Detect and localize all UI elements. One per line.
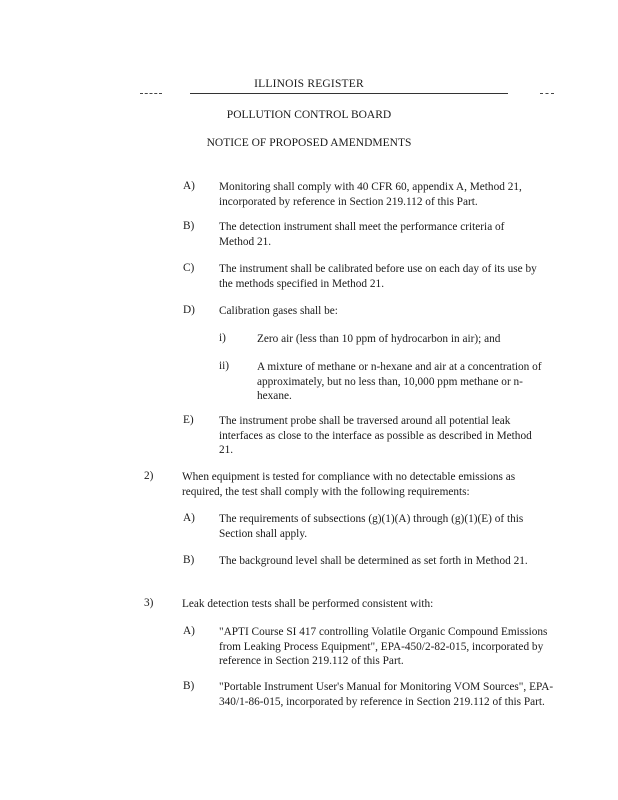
item-label: A) (183, 625, 195, 637)
item-label: B) (183, 680, 195, 692)
subitem-label: i) (219, 332, 226, 344)
register-title: ILLINOIS REGISTER (254, 78, 364, 90)
item-text: Monitoring shall comply with 40 CFR 60, appendix A, Method 21, incorporated by reference in Section 219.112 of this Part. (219, 181, 522, 208)
section-label: 2) (144, 470, 154, 482)
subitem-text: A mixture of methane or n-hexane and air at a concentration of approximately, but no less than, 10,000 ppm methane or n-hexane. (257, 361, 542, 402)
item-label: B) (183, 554, 195, 566)
item-text: The detection instrument shall meet the performance criteria of Method 21. (219, 221, 505, 248)
subitem-label: ii) (219, 360, 230, 372)
item-text: The requirements of subsections (g)(1)(A) through (g)(1)(E) of this Section shall apply. (219, 513, 524, 540)
item-text: "Portable Instrument User's Manual for Monitoring VOM Sources", EPA-340/1-86-015, incorporated by reference in Section 219.112 of this Part. (219, 681, 554, 708)
item-label: A) (183, 512, 195, 524)
item-text: "APTI Course SI 417 controlling Volatile Organic Compound Emissions from Leaking Process Equipment", EPA-450/2-82-015, incorporated by reference in Section 219.112 of this Part. (219, 626, 548, 667)
section-label: 3) (144, 597, 154, 609)
subitem-text: Zero air (less than 10 ppm of hydrocarbon in air); and (257, 333, 501, 345)
notice-title: NOTICE OF PROPOSED AMENDMENTS (206, 137, 412, 149)
board-title: POLLUTION CONTROL BOARD (226, 109, 392, 121)
item-label: B) (183, 220, 195, 232)
item-label: E) (183, 414, 194, 426)
item-text: The instrument shall be calibrated before use on each day of its use by the methods specified in Method 21. (219, 263, 537, 290)
item-text: Calibration gases shall be: (219, 305, 338, 317)
header-rule-right (540, 93, 554, 94)
header-rule-left (140, 93, 162, 94)
item-label: D) (183, 304, 195, 316)
section-text: When equipment is tested for compliance with no detectable emissions as required, the test shall comply with the following requirements: (182, 471, 516, 498)
header-rule (190, 93, 508, 94)
item-text: The background level shall be determined as set forth in Method 21. (219, 555, 528, 567)
item-label: C) (183, 262, 195, 274)
section-text: Leak detection tests shall be performed consistent with: (182, 598, 434, 610)
item-label: A) (183, 180, 195, 192)
item-text: The instrument probe shall be traversed around all potential leak interfaces as close to the interface as possible as described in Method 21. (219, 415, 532, 456)
